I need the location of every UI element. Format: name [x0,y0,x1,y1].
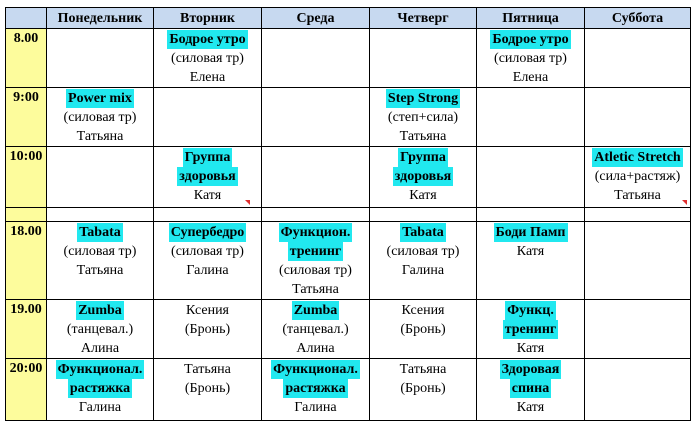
class-cell-content [154,29,261,87]
class-detail: (Бронь) [184,381,231,396]
instructor-name: Елена [512,70,549,85]
class-cell [477,300,585,359]
class-title-line [477,379,584,398]
empty-cell [585,222,691,300]
class-title-line [370,167,476,186]
empty-cell [47,29,154,88]
class-title-line [47,89,153,108]
instructor-name: Галина [78,400,122,415]
class-title-line [370,223,476,242]
header-row [6,8,691,29]
class-cell-content [47,88,153,146]
schedule-row [6,29,691,88]
corner-cell [6,8,47,29]
class-cell [477,29,585,88]
class-title-line [477,360,584,379]
class-cell-content [370,222,476,280]
class-title: Zumba [78,303,122,318]
class-title-line [370,89,476,108]
instructor-name: Катя [193,188,222,203]
class-cell [477,359,585,421]
class-cell-content [154,359,261,398]
separator-time-cell [6,208,47,222]
class-cell-content [477,222,584,261]
class-detail: (Бронь) [400,322,446,337]
day-header: Среда [262,8,370,29]
class-cell [154,359,262,421]
separator-cell [154,208,262,222]
class-cell-content [477,29,584,87]
class-cell-content [370,147,476,205]
class-title: Функционал. [273,362,358,377]
empty-cell [585,88,691,147]
class-detail: (силовая тр) [279,263,352,278]
class-title: Power mix [68,91,132,106]
instructor-name: Галина [186,263,229,278]
class-cell [154,29,262,88]
class-title: Atletic Stretch [594,150,681,165]
class-title: Zumba [293,303,338,318]
day-header: Пятница [477,8,585,29]
class-detail: (силовая тр) [63,244,137,259]
class-title: Группа [400,150,446,165]
empty-cell [477,88,585,147]
empty-cell [47,147,154,208]
class-cell [370,222,477,300]
empty-cell [370,29,477,88]
class-cell [154,147,262,208]
time-cell: 20:00 [6,359,47,421]
instructor-name: Катя [516,244,545,259]
time-cell: 10:00 [6,147,47,208]
separator-cell [370,208,477,222]
class-detail: (сила+растяж) [594,169,681,184]
class-cell [370,147,477,208]
empty-cell [262,88,370,147]
class-title: Бодрое утро [492,32,569,47]
class-detail: (силовая тр) [494,51,567,66]
empty-cell [262,29,370,88]
class-title-line [477,30,584,49]
class-cell-content [47,359,153,417]
empty-cell [154,88,262,147]
class-cell [154,300,262,359]
time-cell: 19.00 [6,300,47,359]
empty-cell [585,359,691,421]
instructor-name: Татьяна [399,129,447,144]
class-title-line [47,379,153,398]
class-title: растяжка [69,381,131,396]
class-cell-content [370,359,476,398]
empty-cell [585,29,691,88]
class-title-line [477,301,584,320]
class-cell [47,300,154,359]
class-title: здоровья [394,169,452,184]
class-title-line [262,223,369,242]
instructor-name: Татьяна [76,129,124,144]
empty-cell [585,300,691,359]
schedule-row [6,359,691,421]
class-detail: (силовая тр) [171,244,244,259]
class-cell-content [154,147,261,205]
class-detail: (силовая тр) [386,244,460,259]
class-cell-content [477,359,584,417]
class-cell-content [154,222,261,280]
class-title: Функц. [507,303,554,318]
class-detail: Татьяна [399,362,447,377]
class-title: Бодрое утро [169,32,246,47]
class-title: Супербедро [170,225,245,240]
empty-cell [477,147,585,208]
separator-row [6,208,691,222]
class-title-line [154,148,261,167]
class-detail: (танцевал.) [66,322,134,337]
class-cell [262,359,370,421]
time-cell: 18.00 [6,222,47,300]
separator-cell [262,208,370,222]
class-title: Боди Памп [495,225,566,240]
class-title-line [262,360,369,379]
day-header: Понедельник [47,8,154,29]
class-cell [262,300,370,359]
class-cell-content [262,359,369,417]
class-detail: (степ+сила) [387,110,459,125]
class-cell [47,88,154,147]
day-header: Вторник [154,8,262,29]
class-cell-content [262,300,369,358]
instructor-name: Татьяна [292,282,339,297]
class-title-line [585,148,690,167]
separator-cell [477,208,585,222]
class-title-line [477,223,584,242]
time-cell: 9:00 [6,88,47,147]
class-title: тренинг [504,322,557,337]
class-detail: Ксения [185,303,229,318]
day-header: Суббота [585,8,691,29]
class-detail: (танцевал.) [282,322,349,337]
schedule-row [6,300,691,359]
class-cell [154,222,262,300]
class-cell [477,222,585,300]
class-title-line [262,242,369,261]
class-cell-content [370,88,476,146]
class-title-line [154,223,261,242]
class-title: Step Strong [387,91,459,106]
class-title: здоровья [179,169,236,184]
class-title-line [262,301,369,320]
class-cell-content [477,300,584,358]
class-cell-content [154,300,261,339]
separator-cell [585,208,691,222]
class-title: Tabata [402,225,444,240]
class-title: Функционал. [57,362,143,377]
class-title: спина [511,381,550,396]
class-title: Здоровая [501,362,560,377]
class-detail: (Бронь) [400,381,446,396]
empty-cell [262,147,370,208]
class-title-line [370,148,476,167]
class-cell-content [47,222,153,280]
schedule-row [6,147,691,208]
class-title: растяжка [285,381,346,396]
class-detail: (силовая тр) [63,110,137,125]
class-cell [47,359,154,421]
day-header: Четверг [370,8,477,29]
class-cell [370,300,477,359]
class-title: Tabata [79,225,121,240]
instructor-name: Галина [401,263,445,278]
class-detail: Татьяна [184,362,231,377]
instructor-name: Катя [516,400,545,415]
instructor-name: Алина [80,341,120,356]
class-title-line [47,360,153,379]
class-title: тренинг [289,244,342,259]
instructor-name: Татьяна [614,188,661,203]
class-detail: (Бронь) [184,322,231,337]
instructor-name: Катя [516,341,545,356]
instructor-name: Алина [296,341,335,356]
comment-marker-icon [245,200,250,205]
class-title: Функцион. [280,225,351,240]
class-title-line [154,30,261,49]
class-title: Группа [184,150,231,165]
class-cell-content [47,300,153,358]
class-cell-content [585,147,690,205]
class-cell [262,222,370,300]
instructor-name: Татьяна [76,263,124,278]
instructor-name: Катя [409,188,437,203]
time-cell: 8.00 [6,29,47,88]
schedule-table [5,7,691,421]
class-detail: (силовая тр) [171,51,244,66]
class-title-line [47,223,153,242]
class-cell-content [262,222,369,299]
class-detail: Ксения [401,303,445,318]
class-title-line [47,301,153,320]
class-cell [585,147,691,208]
schedule-row [6,222,691,300]
class-cell-content [370,300,476,339]
class-cell [370,359,477,421]
instructor-name: Галина [294,400,337,415]
class-cell [47,222,154,300]
class-title-line [154,167,261,186]
separator-cell [47,208,154,222]
instructor-name: Елена [189,70,226,85]
class-cell [370,88,477,147]
schedule-row [6,88,691,147]
class-title-line [262,379,369,398]
class-title-line [477,320,584,339]
comment-marker-icon [682,200,687,205]
